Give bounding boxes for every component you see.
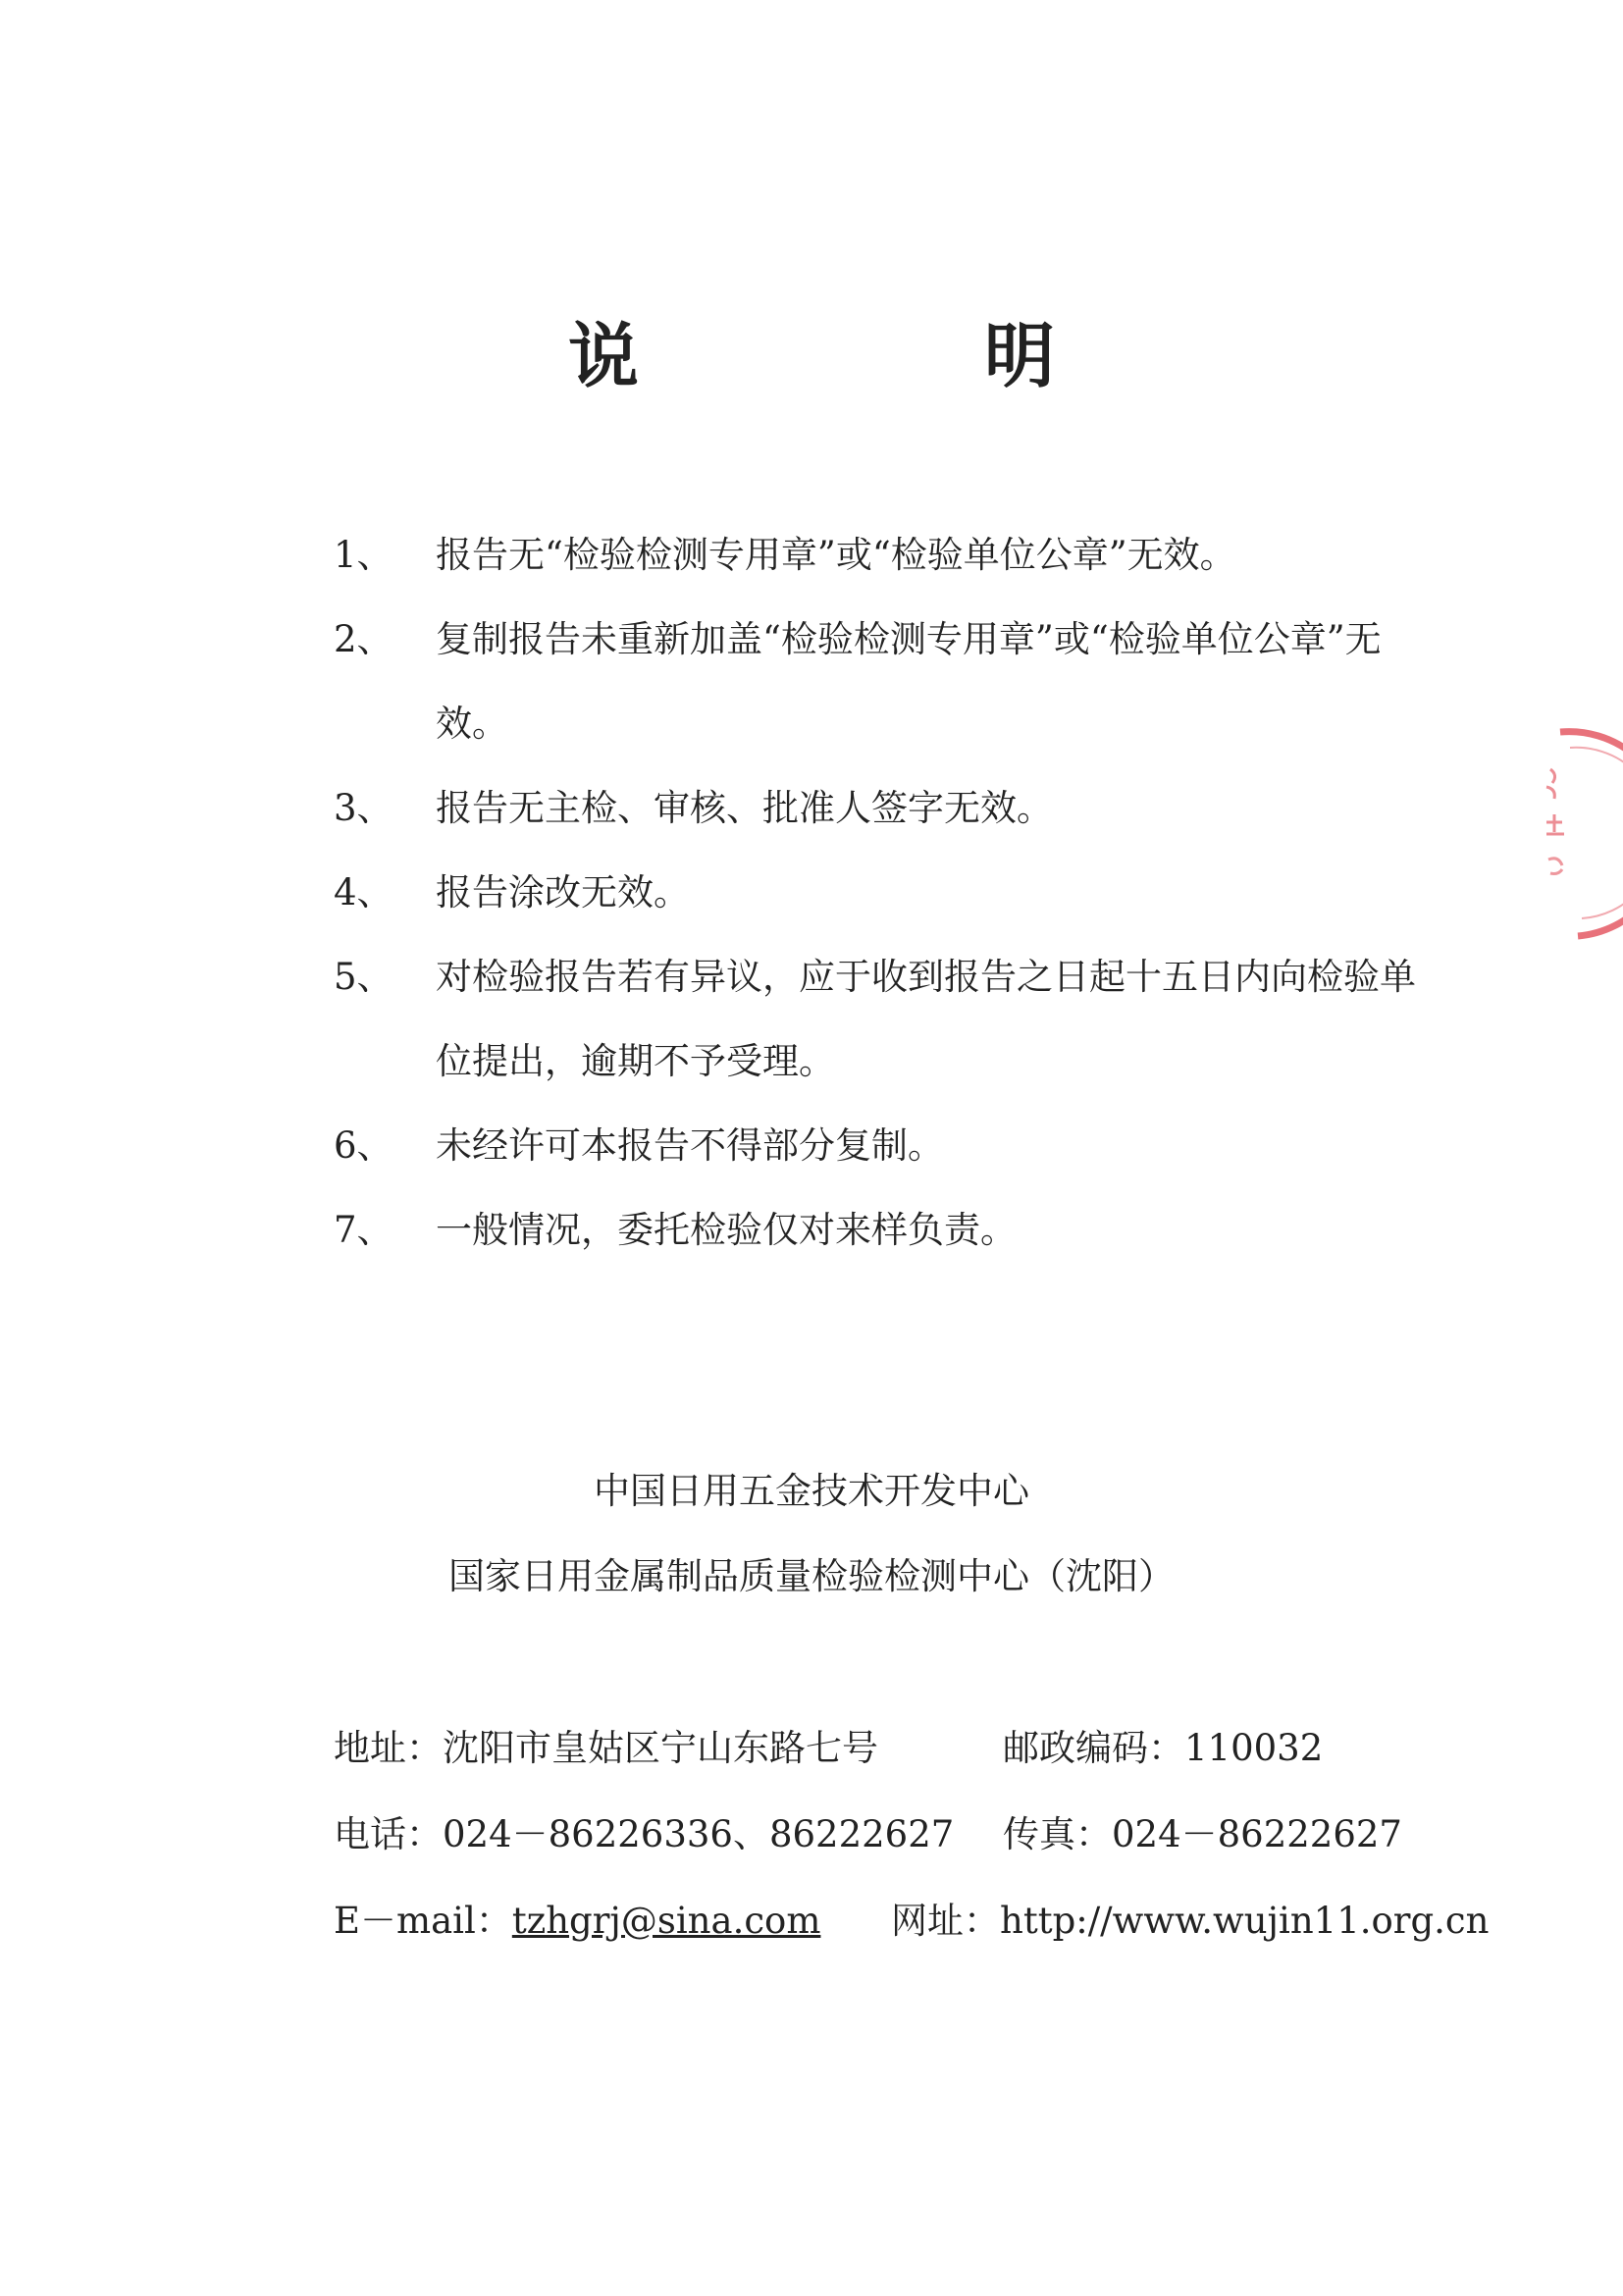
list-item — [334, 935, 1442, 1104]
list-item — [334, 513, 1442, 598]
page-title: 说 明 — [567, 315, 1192, 397]
item-text: 复制报告未重新加盖“检验检测专用章”或“检验单位公章”无效。 — [436, 618, 1382, 745]
official-seal-fragment — [1537, 726, 1623, 942]
item-text: 一般情况，委托检验仅对来样负责。 — [436, 1209, 1017, 1251]
item-number: 5、 — [334, 956, 393, 998]
item-number: 4、 — [334, 871, 393, 913]
item-text: 未经许可本报告不得部分复制。 — [436, 1124, 944, 1167]
item-text: 对检验报告若有异议，应于收到报告之日起十五日内向检验单位提出，逾期不予受理。 — [436, 956, 1416, 1082]
website-text: 网址：http://www.wujin11.org.cn — [891, 1900, 1490, 1942]
list-item — [334, 598, 1442, 766]
address-text: 地址：沈阳市皇姑区宁山东路七号 — [334, 1727, 878, 1769]
item-number: 7、 — [334, 1209, 393, 1251]
item-number: 6、 — [334, 1124, 393, 1167]
org-name-primary: 中国日用五金技术开发中心 — [594, 1470, 1029, 1512]
list-item — [334, 1188, 1442, 1273]
item-number: 1、 — [334, 534, 393, 576]
item-text: 报告无“检验检测专用章”或“检验单位公章”无效。 — [436, 534, 1236, 576]
list-item — [334, 766, 1442, 851]
email-row — [334, 1892, 820, 1951]
email-link[interactable]: tzhgrj@sina.com — [511, 1900, 821, 1942]
list-item — [334, 851, 1442, 935]
list-item — [334, 1104, 1442, 1188]
item-number: 2、 — [334, 618, 393, 660]
item-number: 3、 — [334, 787, 393, 829]
phone-text: 电话：024－86226336、86222627 — [334, 1813, 955, 1855]
item-text: 报告无主检、审核、批准人签字无效。 — [436, 787, 1053, 829]
fax-text: 传真：024－86222627 — [1003, 1813, 1402, 1855]
org-name-secondary: 国家日用金属制品质量检验检测中心（沈阳） — [448, 1555, 1175, 1597]
email-label: E－mail： — [334, 1900, 512, 1942]
postcode-text: 邮政编码：110032 — [1003, 1727, 1324, 1769]
item-text: 报告涂改无效。 — [436, 871, 690, 913]
